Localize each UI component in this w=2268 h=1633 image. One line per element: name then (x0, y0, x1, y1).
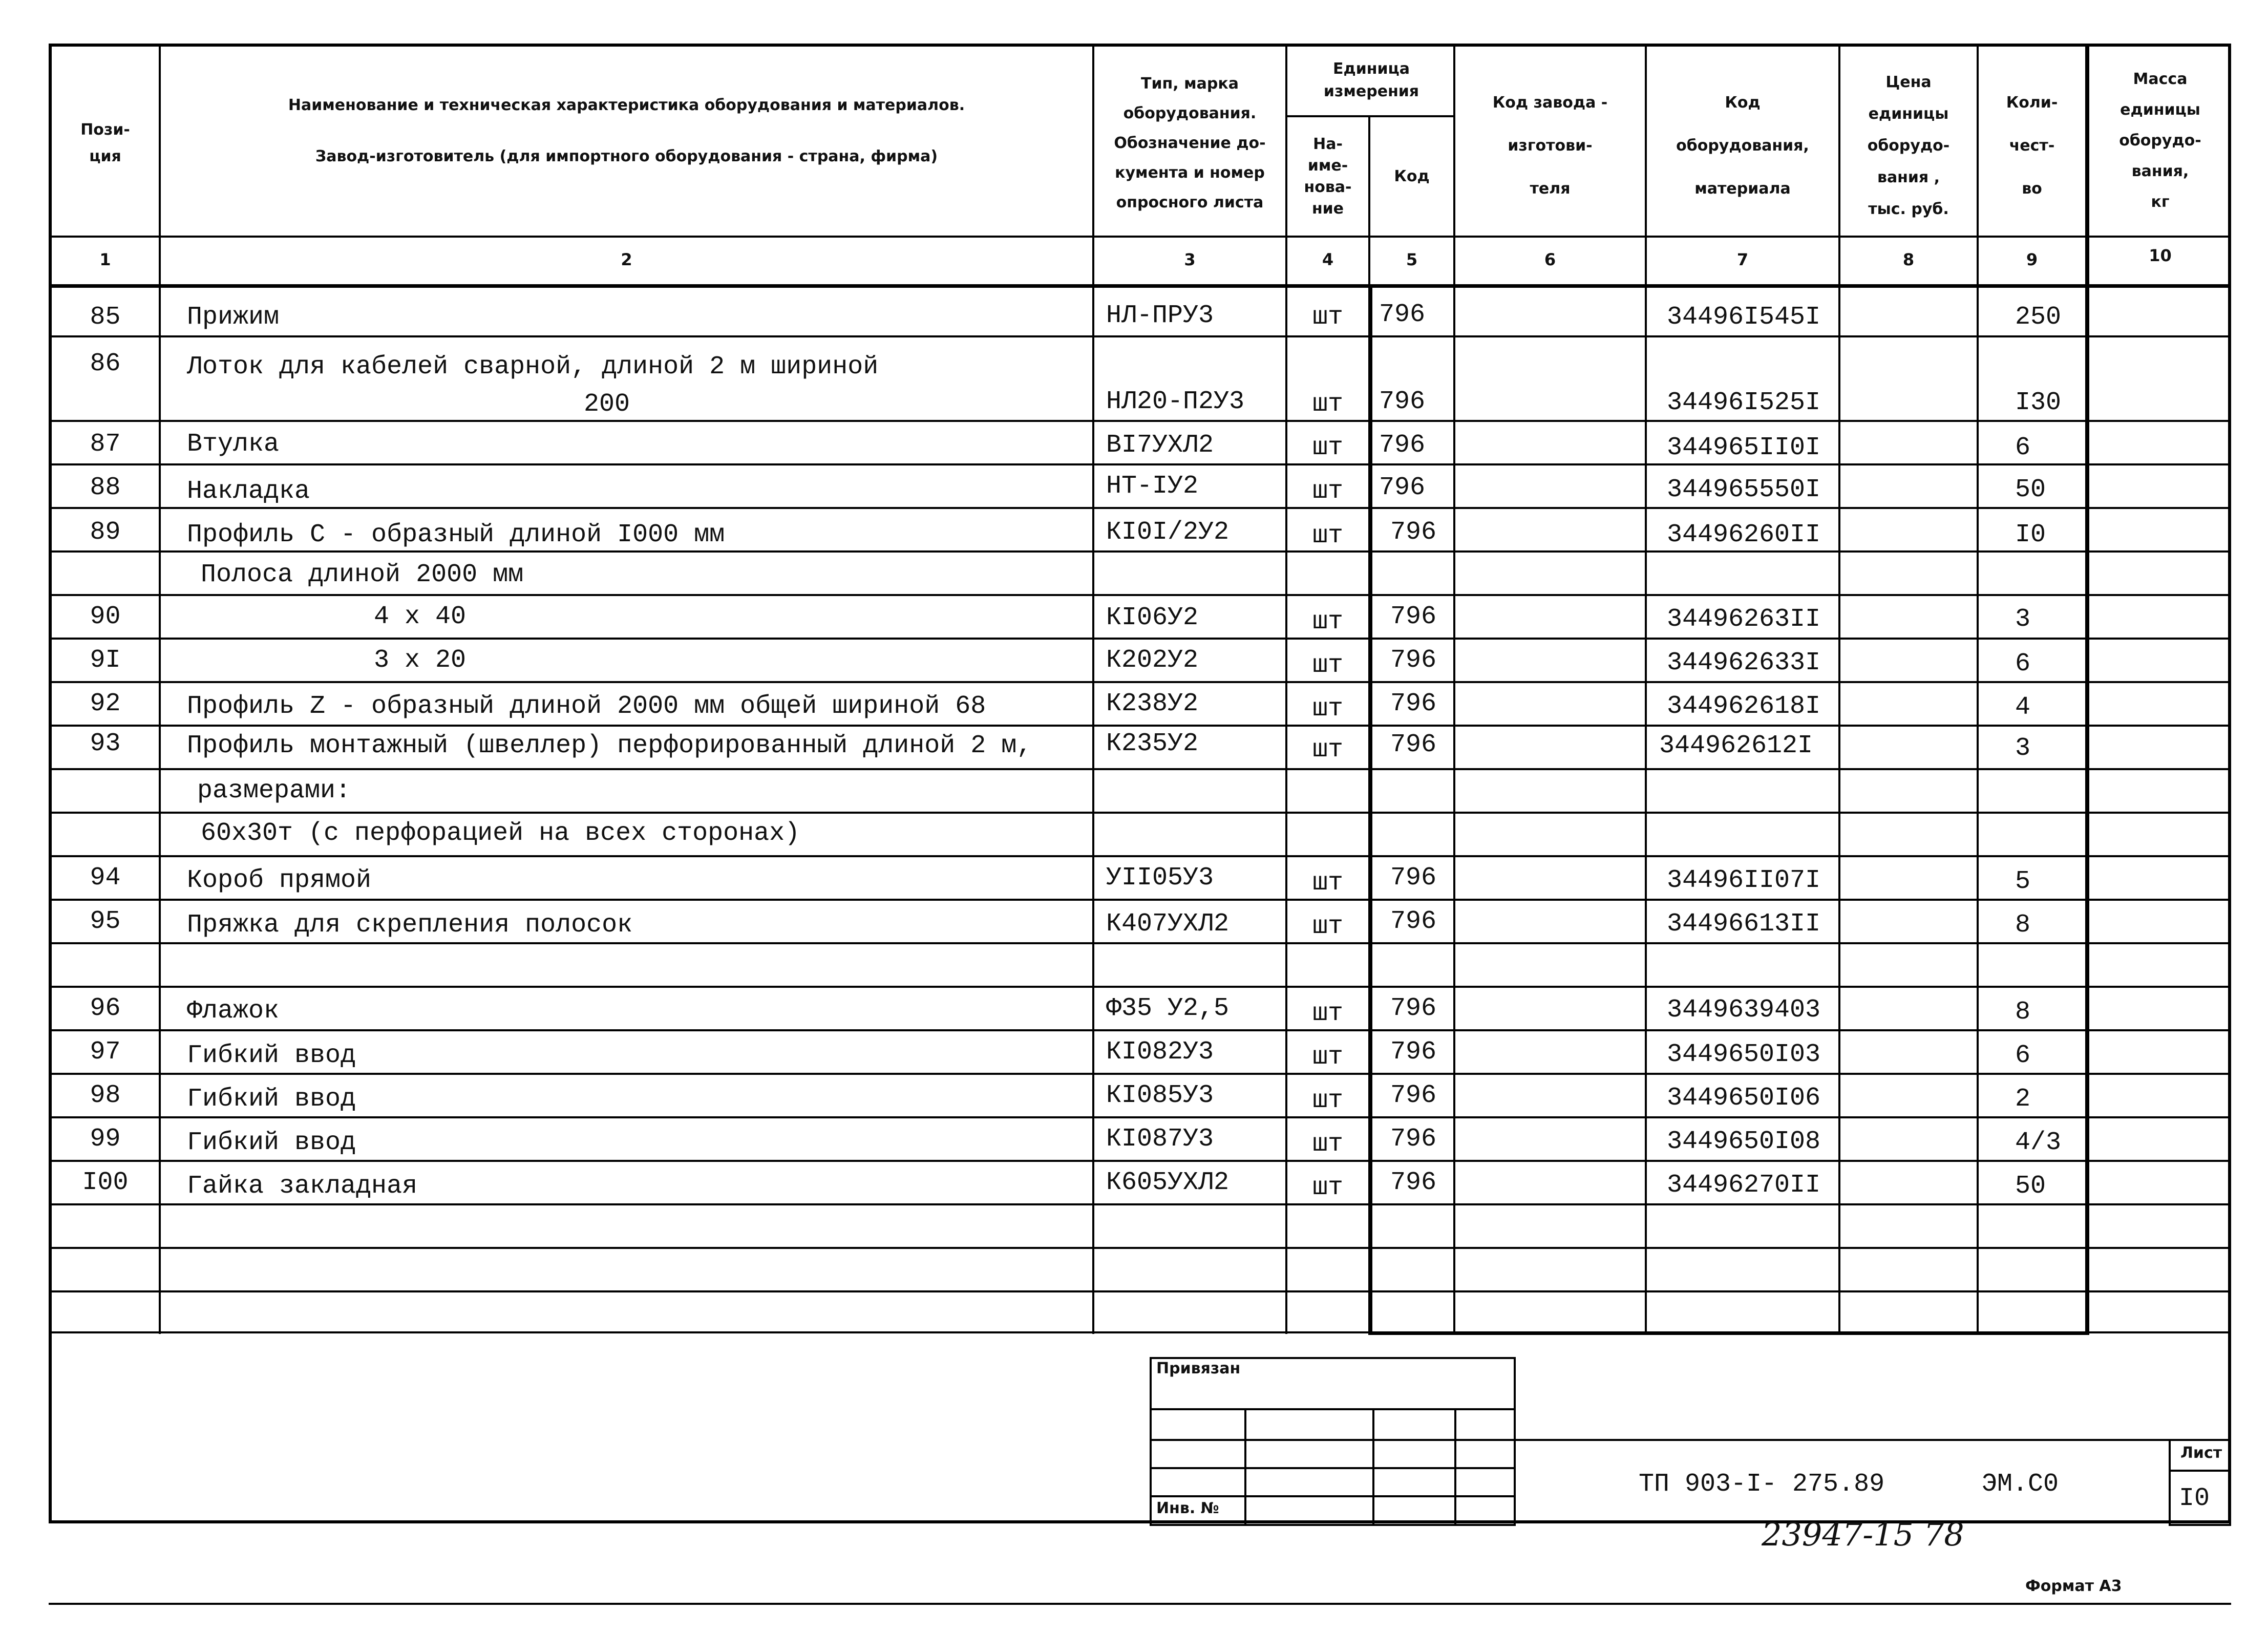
header-material-code: Код оборудования, материала (1676, 94, 1809, 198)
row-position: 98 (90, 1081, 121, 1110)
row-name: Накладка (187, 477, 310, 506)
header-plant-code: Код завода - изготови- теля (1492, 94, 1608, 198)
col-divider-7 (1645, 44, 1647, 1334)
row-type: Ф35 У2,5 (1106, 994, 1230, 1023)
row-position: 90 (90, 602, 121, 631)
row-divider (49, 681, 2231, 683)
row-quantity: 50 (2015, 475, 2046, 504)
header-mass: Масса единицы оборудо- вания, кг (2119, 70, 2201, 211)
row-quantity: 8 (2015, 910, 2031, 940)
row-position: 93 (90, 729, 121, 758)
row-quantity: 4/3 (2015, 1128, 2062, 1157)
row-quantity: 50 (2015, 1172, 2046, 1201)
sheet-label: Лист (2180, 1444, 2222, 1462)
row-position: 87 (90, 430, 121, 459)
row-quantity: 6 (2015, 1041, 2031, 1070)
row-divider (49, 1247, 2231, 1249)
row-position: 94 (90, 863, 121, 893)
row-quantity: 3 (2015, 605, 2031, 634)
row-unit: шт (1312, 1086, 1343, 1115)
row-position: 9I (90, 646, 121, 675)
row-divider (49, 768, 2231, 770)
bound-label: Привязан (1156, 1360, 1241, 1377)
row-divider (49, 1073, 2231, 1075)
row-material-code: 34496260II (1667, 520, 1821, 549)
stamp-divider (1150, 1467, 1516, 1469)
row-name: Прижим (187, 303, 280, 332)
header-price: Цена единицы оборудо- вания , тыс. руб. (1867, 73, 1950, 218)
colnum-2: 2 (621, 250, 632, 269)
row-type: КI087У3 (1106, 1125, 1214, 1154)
row-quantity: 8 (2015, 998, 2031, 1027)
row-divider (49, 942, 2231, 944)
row-name: Профиль монтажный (швеллер) перфорированный длиной 2 м, (187, 731, 1032, 760)
row-quantity: 6 (2015, 649, 2031, 678)
row-name: Гайка закладная (187, 1172, 418, 1201)
stamp-divider (1150, 1495, 1516, 1497)
row-divider (49, 855, 2231, 857)
header-position: Пози- ция (80, 121, 130, 165)
row-unit: шт (1312, 694, 1343, 724)
row-position: 97 (90, 1037, 121, 1067)
colnum-1: 1 (99, 250, 111, 269)
row-divider (49, 1029, 2231, 1031)
row-unit: шт (1312, 477, 1343, 506)
row-name: Лоток для кабелей сварной, длиной 2 м шириной (187, 352, 879, 381)
col-divider-6 (1453, 44, 1455, 1334)
row-unit: шт (1312, 651, 1343, 680)
row-quantity: 3 (2015, 734, 2031, 763)
row-unit: шт (1312, 303, 1343, 332)
row-position: 85 (90, 303, 121, 332)
row-type: К407УХЛ2 (1106, 909, 1230, 939)
row-material-code: 34496I525I (1667, 388, 1821, 417)
row-unit-code: 796 (1379, 473, 1426, 502)
row-type: КI082У3 (1106, 1037, 1214, 1067)
row-unit: шт (1312, 607, 1343, 637)
sheet-box-divider (2169, 1470, 2231, 1472)
stamp-col (1244, 1408, 1246, 1526)
row-unit: шт (1312, 999, 1343, 1028)
row-divider (49, 550, 2231, 553)
colnum-3: 3 (1184, 250, 1196, 269)
header-unit-name: На- име- нова- ние (1304, 135, 1352, 218)
row-unit-code: 796 (1379, 300, 1426, 329)
row-material-code: 34496613II (1667, 909, 1821, 939)
colnum-9: 9 (2026, 250, 2038, 269)
sheet-number: I0 (2179, 1484, 2210, 1513)
footer-rule (49, 1603, 2231, 1605)
row-unit-code: 796 (1390, 907, 1437, 936)
row-divider (49, 1116, 2231, 1118)
row-type: К202У2 (1106, 646, 1199, 675)
row-type: К235У2 (1106, 729, 1199, 758)
row-name: Гибкий ввод (187, 1041, 356, 1070)
colnum-4: 4 (1322, 250, 1334, 269)
row-unit: шт (1312, 868, 1343, 898)
row-unit-code: 796 (1390, 730, 1437, 759)
col-divider-5 (1368, 284, 1372, 1334)
stamp-col (1372, 1408, 1374, 1526)
row-material-code: 344965550I (1667, 475, 1821, 504)
title-block-top (1516, 1439, 2231, 1441)
row-material-code: 3449650I03 (1667, 1040, 1821, 1069)
row-name: размерами: (197, 776, 351, 805)
row-position: 92 (90, 689, 121, 718)
row-name: 4 х 40 (374, 602, 467, 631)
row-material-code: 344962633I (1667, 648, 1821, 677)
row-material-code: 34496270II (1667, 1171, 1821, 1200)
row-unit: шт (1312, 912, 1343, 941)
row-unit-code: 796 (1390, 1168, 1437, 1197)
row-unit-code: 796 (1379, 387, 1426, 416)
row-material-code: 344965II0I (1667, 433, 1821, 462)
row-material-code: 3449639403 (1667, 995, 1821, 1025)
row-position: I00 (82, 1168, 129, 1197)
header-quantity: Коли- чест- во (2006, 94, 2058, 198)
row-quantity: 6 (2015, 433, 2031, 462)
paper-format-label: Формат А3 (2025, 1577, 2122, 1595)
stamp-col (1454, 1408, 1456, 1526)
row-unit: шт (1312, 433, 1343, 462)
header-unit-code: Код (1394, 167, 1430, 185)
row-type: УII05У3 (1106, 863, 1214, 893)
row-name: Пряжка для скрепления полосок (187, 910, 633, 940)
row-name: Гибкий ввод (187, 1128, 356, 1157)
row-unit: шт (1312, 1043, 1343, 1072)
row-quantity: I0 (2015, 520, 2046, 549)
row-name: Втулка (187, 430, 280, 459)
row-type: НЛ20-П2У3 (1106, 387, 1245, 416)
row-type: ВI7УХЛ2 (1106, 431, 1214, 460)
row-divider (49, 335, 2231, 337)
row-divider (49, 1160, 2231, 1162)
header-name-line2: Завод-изготовитель (для импортного оборудования - страна, фирма) (315, 147, 938, 165)
header-name-line1: Наименование и техническая характеристика оборудования и материалов. (288, 96, 965, 114)
row-quantity: I30 (2015, 388, 2062, 417)
row-unit: шт (1312, 390, 1343, 419)
row-unit-code: 796 (1390, 689, 1437, 718)
row-unit-code: 796 (1390, 1081, 1437, 1110)
row-divider (49, 899, 2231, 901)
row-unit: шт (1312, 521, 1343, 550)
row-divider (49, 638, 2231, 640)
col-divider-10 (2085, 44, 2089, 1334)
row-divider (49, 1290, 2231, 1292)
row-unit-code: 796 (1390, 994, 1437, 1023)
row-name: Флажок (187, 996, 280, 1026)
row-type: НЛ-ПРУ3 (1106, 301, 1214, 330)
row-type: КI06У2 (1106, 603, 1199, 632)
row-material-code: 34496I545I (1667, 303, 1821, 332)
row-quantity: 5 (2015, 867, 2031, 896)
row-name: 3 х 20 (374, 646, 467, 675)
inventory-label: Инв. № (1156, 1499, 1219, 1517)
row-name: Гибкий ввод (187, 1085, 356, 1114)
row-name: Полоса длиной 2000 мм (201, 560, 524, 589)
row-position: 96 (90, 994, 121, 1023)
row-unit-code: 796 (1379, 431, 1426, 460)
colnum-5: 5 (1406, 250, 1418, 269)
row-divider (49, 986, 2231, 988)
row-divider (49, 594, 2231, 596)
row-name: Профиль С - образный длиной I000 мм (187, 520, 725, 549)
colnum-divider (49, 284, 2231, 288)
col-divider-9 (1977, 44, 1979, 1334)
col-divider-2 (1092, 44, 1094, 1334)
row-quantity: 2 (2015, 1085, 2031, 1114)
row-unit: шт (1312, 1173, 1343, 1202)
colnum-10: 10 (2149, 246, 2172, 265)
row-material-code: 34496II07I (1667, 866, 1821, 895)
handwritten-inventory-number: 23947-15 78 (1762, 1516, 1964, 1553)
row-unit: шт (1312, 1130, 1343, 1159)
colnum-7: 7 (1736, 250, 1749, 269)
row-position: 99 (90, 1125, 121, 1154)
document-suffix: ЭМ.С0 (1982, 1470, 2059, 1499)
colnum-8: 8 (1902, 250, 1915, 269)
unit-group-divider (1285, 115, 1455, 117)
row-name: 60х30т (с перфорацией на всех сторонах) (201, 819, 800, 848)
row-material-code: 344962618I (1667, 692, 1821, 721)
row-material-code: 3449650I06 (1667, 1084, 1821, 1113)
header-divider (49, 236, 2231, 238)
document-code: ТП 903-I- 275.89 (1639, 1470, 1885, 1499)
row-unit-code: 796 (1390, 602, 1437, 631)
colnum-6: 6 (1544, 250, 1556, 269)
row-position: 88 (90, 473, 121, 502)
row-unit-code: 796 (1390, 1125, 1437, 1154)
row-position: 89 (90, 518, 121, 547)
row-type: НТ-IУ2 (1106, 472, 1199, 501)
row-unit-code: 796 (1390, 1037, 1437, 1067)
row-divider (49, 463, 2231, 465)
row-name: Короб прямой (187, 866, 372, 895)
header-type: Тип, марка оборудования. Обозначение до- кумента и номер опросного листа (1114, 75, 1266, 211)
row-position: 95 (90, 907, 121, 936)
row-quantity: 250 (2015, 303, 2062, 332)
row-type: К238У2 (1106, 689, 1199, 718)
row-divider (49, 507, 2231, 509)
row-position: 86 (90, 349, 121, 378)
stamp-divider (1150, 1439, 1516, 1441)
row-material-code: 34496263II (1667, 605, 1821, 634)
col-divider-8 (1838, 44, 1840, 1334)
row-divider (49, 812, 2231, 814)
row-unit: шт (1312, 735, 1343, 765)
row-material-code: 344962612I (1659, 731, 1813, 760)
col-divider-1 (159, 44, 161, 1334)
row-name: 200 (584, 390, 630, 419)
row-material-code: 3449650I08 (1667, 1127, 1821, 1156)
row-divider (49, 1331, 2231, 1333)
row-unit-code: 796 (1390, 518, 1437, 547)
header-unit-group: Единица измерения (1323, 60, 1419, 100)
row-divider (49, 1203, 2231, 1205)
stamp-divider (1150, 1408, 1516, 1410)
row-divider (49, 420, 2231, 422)
row-type: К605УХЛ2 (1106, 1168, 1230, 1197)
row-quantity: 4 (2015, 693, 2031, 722)
row-unit-code: 796 (1390, 863, 1437, 893)
row-divider (49, 725, 2231, 727)
row-type: КI0I/2У2 (1106, 518, 1230, 547)
row-type: КI085У3 (1106, 1081, 1214, 1110)
row-name: Профиль Z - образный длиной 2000 мм общей шириной 68 (187, 692, 986, 721)
row-unit-code: 796 (1390, 646, 1437, 675)
